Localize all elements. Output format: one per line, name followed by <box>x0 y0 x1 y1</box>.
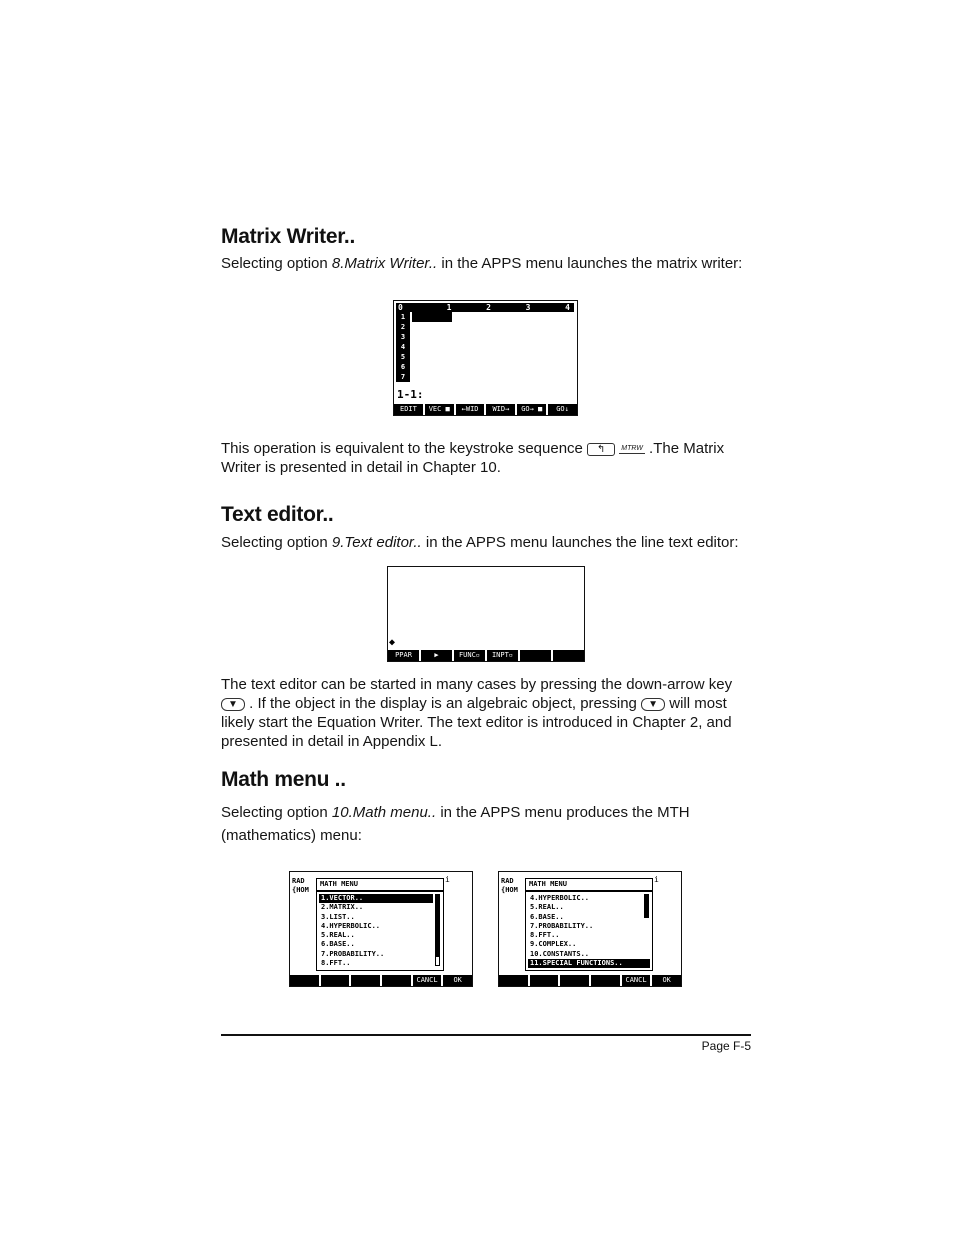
softkey-cancel[interactable]: CANCL <box>622 975 653 986</box>
matrix-after-text: This operation is equivalent to the keystroke sequence ↰ MTRW .The Matrix Writer is presented in detail in Chapter 10. <box>221 440 725 476</box>
matrix-writer-screen <box>393 300 578 416</box>
list-item[interactable]: 8.FFT.. <box>321 959 351 968</box>
matrix-cell-position: 1-1: <box>397 388 424 401</box>
softkey-ok[interactable]: OK <box>453 976 462 984</box>
status-area: RAD {HOM <box>501 877 518 894</box>
heading-matrix-writer: Matrix Writer.. <box>221 225 355 248</box>
page-number: Page F-5 <box>701 1039 751 1053</box>
left-shift-key-icon: ↰ <box>587 443 615 456</box>
cursor-icon: i <box>654 875 659 884</box>
heading-text-editor: Text editor.. <box>221 503 334 526</box>
scrollbar[interactable] <box>435 894 440 966</box>
matrix-column-header: 0 1 2 3 4 <box>396 303 574 312</box>
list-item[interactable]: 5.REAL.. <box>321 931 355 940</box>
list-item[interactable]: 6.BASE.. <box>321 940 355 949</box>
matrix-row-header: 1 2 3 4 5 6 7 <box>396 312 410 382</box>
text-editor-after-text: The text editor can be started in many cases by pressing the down-arrow key ▼ . If the object in the display is an algebraic object, pressing ▼ will most likely start the Equation Writer. The text editor is introduced in Chapter 2, and presented in detail in Appendix L. <box>221 676 733 750</box>
math-softkey-bar-1 <box>290 975 472 986</box>
list-item[interactable]: 1.VECTOR.. <box>319 894 433 903</box>
math-menu-screen-1 <box>289 871 473 987</box>
text-editor-softkey-bar <box>388 650 584 661</box>
softkey-empty-5[interactable] <box>520 650 553 661</box>
math-menu-title: MATH MENU <box>317 879 443 892</box>
text-cursor-icon: ◆ <box>389 637 396 648</box>
softkey-go-down[interactable]: GO↓ <box>556 405 569 413</box>
list-item[interactable]: 10.CONSTANTS.. <box>530 949 590 958</box>
heading-math-menu: Math menu .. <box>221 768 346 791</box>
softkey-empty-1[interactable] <box>290 975 321 986</box>
math-menu-intro: Selecting option 10.Math menu.. in the APPS menu produces the MTH (mathematics) menu: <box>221 804 690 844</box>
list-item[interactable]: 2.MATRIX.. <box>321 903 364 912</box>
list-item[interactable]: 7.PROBABILITY.. <box>530 921 594 930</box>
softkey-play[interactable]: ▶ <box>421 650 454 661</box>
softkey-empty-3[interactable] <box>351 975 382 986</box>
math-menu-dialog <box>316 878 444 971</box>
softkey-edit[interactable]: EDIT <box>394 404 425 415</box>
softkey-empty-2[interactable] <box>530 975 561 986</box>
footer-rule <box>221 1034 751 1036</box>
down-arrow-key-icon: ▼ <box>641 698 665 711</box>
list-item[interactable]: 7.PROBABILITY.. <box>321 949 385 958</box>
list-item[interactable]: 4.HYPERBOLIC.. <box>530 894 590 902</box>
softkey-vec[interactable]: VEC ■ <box>425 404 456 415</box>
softkey-empty-2[interactable] <box>321 975 352 986</box>
cursor-icon: i <box>445 875 450 884</box>
math-menu-screen-2 <box>498 871 682 987</box>
softkey-inpt[interactable]: INPT▫ <box>487 650 520 661</box>
matrix-intro: Selecting option 8.Matrix Writer.. in the APPS menu launches the matrix writer: <box>221 255 743 272</box>
list-item[interactable]: 8.FFT.. <box>530 931 560 940</box>
math-menu-dialog <box>525 878 653 971</box>
math-menu-title: MATH MENU <box>526 879 652 892</box>
softkey-func[interactable]: FUNC▫ <box>454 650 487 661</box>
softkey-widen[interactable]: WID→ <box>486 404 517 415</box>
status-area: RAD {HOM <box>292 877 309 894</box>
mtrw-key-label: MTRW <box>621 444 643 452</box>
list-item[interactable]: 9.COMPLEX.. <box>530 940 577 949</box>
list-item[interactable]: 6.BASE.. <box>530 912 564 921</box>
math-menu-list <box>319 894 433 968</box>
math-menu-list <box>528 894 642 968</box>
text-editor-screen <box>387 566 585 662</box>
softkey-empty-6[interactable] <box>553 650 584 661</box>
matrix-selected-cell[interactable] <box>412 312 452 322</box>
softkey-empty-4[interactable] <box>382 975 413 986</box>
softkey-ppar[interactable]: PPAR <box>388 650 421 661</box>
softkey-ok[interactable]: OK <box>662 976 671 984</box>
down-arrow-key-icon: ▼ <box>221 698 245 711</box>
softkey-empty-1[interactable] <box>499 975 530 986</box>
list-item[interactable]: 5.REAL.. <box>530 903 564 912</box>
softkey-empty-3[interactable] <box>560 975 591 986</box>
scrollbar[interactable] <box>644 894 649 918</box>
softkey-go-right[interactable]: GO→ ■ <box>517 404 548 415</box>
list-item[interactable]: 4.HYPERBOLIC.. <box>321 921 381 930</box>
math-softkey-bar-2 <box>499 975 681 986</box>
softkey-cancel[interactable]: CANCL <box>413 975 444 986</box>
list-item[interactable]: 3.LIST.. <box>321 912 355 921</box>
softkey-narrow[interactable]: ←WID <box>456 404 487 415</box>
text-editor-intro: Selecting option 9.Text editor.. in the APPS menu launches the line text editor: <box>221 534 739 551</box>
list-item[interactable]: 11.SPECIAL FUNCTIONS.. <box>528 959 650 968</box>
softkey-empty-4[interactable] <box>591 975 622 986</box>
matrix-softkey-bar <box>394 404 577 415</box>
